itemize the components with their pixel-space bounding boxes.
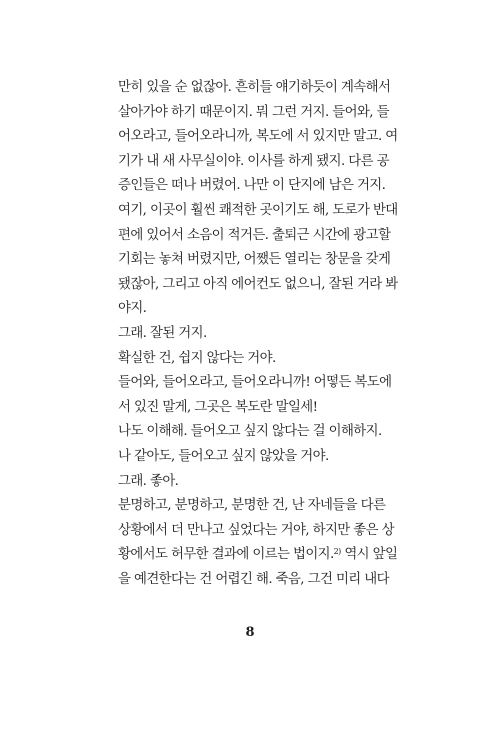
text-line: 상황에서 더 만나고 싶었다는 거야, 하지만 좋은 상 xyxy=(118,522,394,538)
footnote-marker[interactable]: 2) xyxy=(333,547,341,557)
text-line: 나 같아도, 들어오고 싶지 않았을 거야. xyxy=(118,448,329,464)
text-line: 을 예견한다는 건 어렵긴 해. 죽음, 그건 미리 내다 xyxy=(118,571,389,587)
text-line: 기가 내 새 사무실이야. 이사를 하게 됐지. 다른 공 xyxy=(118,153,389,169)
text-line: 서 있진 말게, 그곳은 복도란 말일세! xyxy=(118,399,318,415)
page-number: 8 xyxy=(245,625,255,640)
text-line: 그래. 잘된 거지. xyxy=(118,325,207,341)
text-line: 나도 이해해. 들어오고 싶지 않다는 걸 이해하지. xyxy=(118,424,382,440)
text-line: 여기, 이곳이 훨씬 쾌적한 곳이기도 해, 도로가 반대 xyxy=(118,202,398,218)
text-line-with-footnote xyxy=(118,543,402,568)
text-line: 편에 있어서 소음이 적거든. 출퇴근 시간에 광고할 xyxy=(118,227,391,243)
line-tail: 역시 앞일 xyxy=(340,547,398,563)
body-text xyxy=(118,76,402,592)
text-line: 들어와, 들어오라고, 들어오라니까! 어떻든 복도에 xyxy=(118,375,392,391)
text-line: 분명하고, 분명하고, 분명한 건, 난 자네들을 다른 xyxy=(118,498,386,514)
text-line: 증인들은 떠나 버렸어. 나만 이 단지에 남은 거지. xyxy=(118,178,386,194)
text-line: 만히 있을 순 없잖아. 흔히들 얘기하듯이 계속해서 xyxy=(118,80,391,95)
text-line: 됐잖아, 그리고 아직 에어컨도 없으니, 잘된 거라 봐 xyxy=(118,276,398,292)
text-line: 확실한 건, 쉽지 않다는 거야. xyxy=(118,350,276,366)
text-line: 기회는 놓쳐 버렸지만, 어쨌든 열리는 창문을 갖게 xyxy=(118,252,391,268)
text-line: 살아가야 하기 때문이지. 뭐 그런 거지. 들어와, 들 xyxy=(118,104,389,120)
line-head: 황에서도 허무한 결과에 이르는 법이지. xyxy=(118,547,334,563)
text-line: 어오라고, 들어오라니까, 복도에 서 있지만 말고. 여 xyxy=(118,129,398,145)
text-line: 그래. 좋아. xyxy=(118,473,179,489)
text-line: 야지. xyxy=(118,301,147,317)
